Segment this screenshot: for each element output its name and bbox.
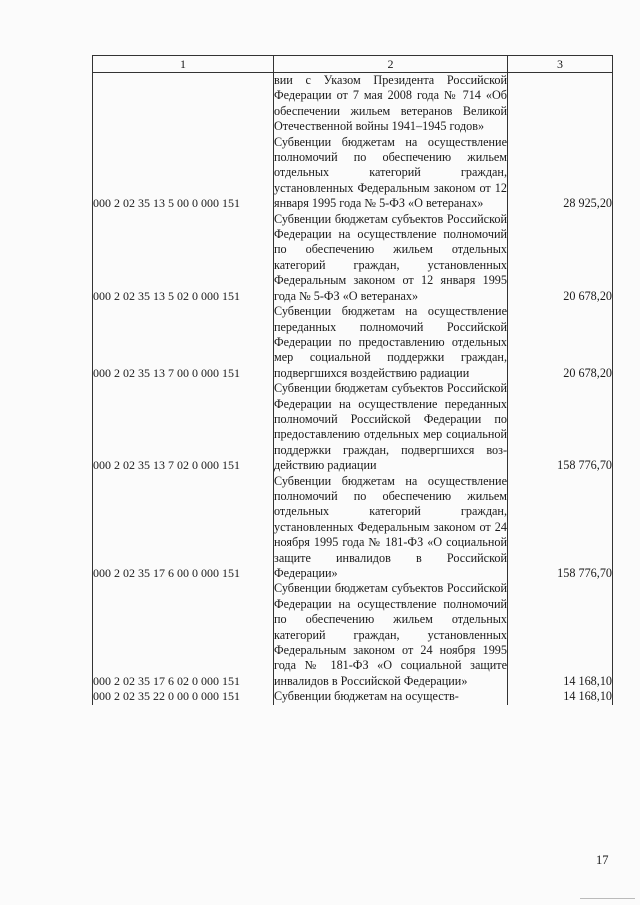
budget-item-name-cell [274,381,508,473]
budget-item-name: Субвенции бюджетам на осуществ- [274,689,459,704]
budget-amount: 20 678,20 [508,212,613,304]
page-number: 17 [596,853,609,867]
table-row [93,381,613,473]
budget-amount: 158 776,70 [508,381,613,473]
budget-amount: 14 168,10 [508,581,613,689]
budget-code: 000 2 02 35 17 6 00 0 000 151 [93,474,274,582]
table-row [93,581,613,689]
budget-item-name-cell [274,474,508,582]
budget-amount: 14 168,10 [508,689,613,704]
budget-item-name: Субвенции бюджетам на осуществление переданных полномочий Российской Федерации по предоставлению отдельных мер социальной поддержки граждан, подвергшихся воздействию радиации [274,304,507,380]
budget-code: 000 2 02 35 13 5 00 0 000 151 [93,135,274,212]
continuation-code-cell [93,73,274,135]
budget-code: 000 2 02 35 17 6 02 0 000 151 [93,581,274,689]
budget-amount: 158 776,70 [508,474,613,582]
table-row [93,212,613,304]
continuation-amount-cell [508,73,613,135]
scan-edge-line [580,898,635,899]
budget-code: 000 2 02 35 22 0 00 0 000 151 [93,689,274,704]
budget-code: 000 2 02 35 13 5 02 0 000 151 [93,212,274,304]
continuation-name-cell [274,73,508,135]
continuation-text: вии с Указом Президента Российской Федерации от 7 мая 2008 года № 714 «Об обеспечении жильем ветеранов Великой Отечественной войны 1941–1945 годов» [274,73,507,134]
budget-item-name: Субвенции бюджетам субъектов Российской Федерации на осуществление полномочий по обеспечению жильем отдельных категорий граждан, установленных Федеральным законом от 12 января 1995 года № 5-ФЗ «О ветеранах» [274,211,507,303]
budget-item-name: Субвенции бюджетам на осуществление полномочий по обеспечению жильем отдельных категорий граждан, установленных Федеральным законом от 12 января 1995 года № 5-ФЗ «О ветеранах» [274,134,507,211]
budget-item-name: Субвенции бюджетам субъектов Российской Федерации на осуществление переданных полномочий Российской Федерации по предоставлению отдельных мер социальной поддержки граждан, подвергшихся воздействию радиации [274,381,507,473]
budget-item-name: Субвенции бюджетам субъектов Российской Федерации на осуществление полномочий по обеспечению жильем отдельных категорий граждан, установленных Федеральным законом от 24 ноября 1995 года № 181-ФЗ «О социальной защите инвалидов в Российской Федерации» [274,581,507,688]
budget-item-name-cell [274,135,508,212]
budget-amount: 28 925,20 [508,135,613,212]
column-header-3: 3 [508,56,613,73]
budget-table [92,55,613,705]
table-row [93,135,613,212]
table-header-row [93,56,613,73]
column-header-2: 2 [274,56,508,73]
budget-code: 000 2 02 35 13 7 00 0 000 151 [93,304,274,381]
budget-item-name-cell [274,212,508,304]
table-row [93,304,613,381]
continuation-row [93,73,613,135]
table-row [93,689,613,704]
budget-amount: 20 678,20 [508,304,613,381]
budget-item-name-cell [274,689,508,704]
column-header-1: 1 [93,56,274,73]
budget-item-name: Субвенции бюджетам на осуществление полномочий по обеспечению жильем отдельных категорий граждан, установленных Федеральным законом от 24 ноября 1995 года № 181-ФЗ «О социальной защите инвалидов в Российской Федерации» [274,473,507,580]
budget-item-name-cell [274,581,508,689]
budget-code: 000 2 02 35 13 7 02 0 000 151 [93,381,274,473]
table-row [93,474,613,582]
budget-item-name-cell [274,304,508,381]
